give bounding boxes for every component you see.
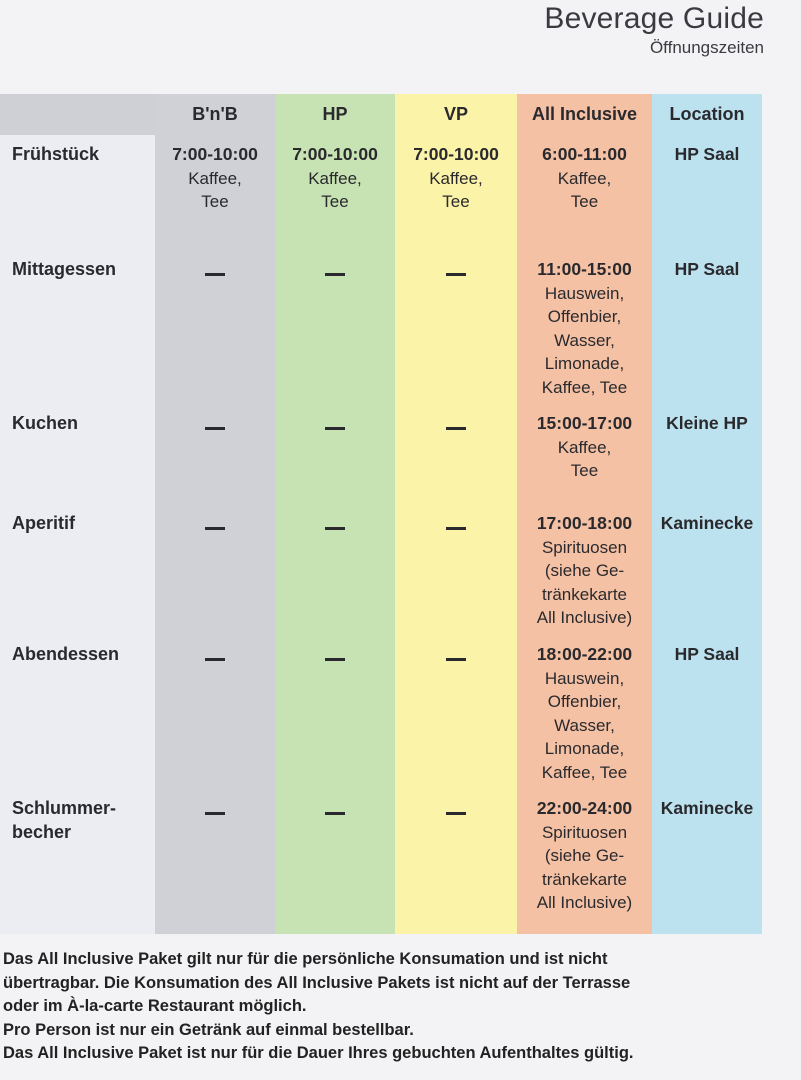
footer-line: Das All Inclusive Paket ist nur für die Dauer Ihres gebuchten Aufenthaltes gültig.: [3, 1044, 634, 1062]
cell-text: Offenbier,: [547, 692, 622, 711]
cell-time: 7:00-10:00: [172, 144, 258, 164]
cell-text: Tee: [570, 192, 599, 211]
vp-column-background: [395, 94, 517, 934]
page-title: Beverage Guide: [544, 2, 764, 35]
cell-bnb: [155, 143, 275, 214]
cell-time: 22:00-24:00: [536, 798, 633, 818]
row-label: [12, 257, 152, 281]
cell-all-inclusive: [517, 258, 652, 399]
cell-text: All Inclusive): [536, 893, 633, 912]
cell-text: Tee: [321, 192, 349, 211]
not-included-dash: [325, 427, 345, 430]
cell-text: Limonade,: [544, 354, 625, 373]
footer-line: oder im À-la-carte Restaurant möglich.: [3, 997, 307, 1015]
cell-text: Spirituosen: [541, 822, 628, 842]
cell-all-inclusive: [517, 143, 652, 214]
not-included-dash: [325, 273, 345, 276]
column-header-all-inclusive: All Inclusive: [531, 104, 638, 124]
row-label-line: becher: [12, 822, 72, 842]
cell-text: Hauswein,: [544, 283, 625, 303]
not-included-dash: [205, 658, 225, 661]
row-label-line: Schlummer-: [12, 798, 117, 818]
row-label: [12, 796, 152, 844]
cell-time: 18:00-22:00: [536, 644, 633, 664]
cell-text: Spirituosen: [541, 537, 628, 557]
not-included-dash: [205, 273, 225, 276]
column-header-vp: VP: [443, 104, 468, 124]
cell-all-inclusive: [517, 512, 652, 630]
cell-time: 7:00-10:00: [413, 144, 499, 164]
not-included-dash: [205, 812, 225, 815]
not-included-dash: [446, 427, 466, 430]
cell-text: Limonade,: [544, 739, 625, 758]
cell-all-inclusive: [517, 797, 652, 915]
footer-line: Pro Person ist nur ein Getränk auf einmal bestellbar.: [3, 1020, 414, 1039]
cell-text: All Inclusive): [536, 608, 633, 627]
not-included-dash: [325, 812, 345, 815]
cell-text: Offenbier,: [547, 307, 622, 326]
cell-text: Wasser,: [554, 715, 615, 735]
row-label-line: Mittagessen: [12, 259, 117, 279]
cell-time: 17:00-18:00: [536, 513, 633, 533]
row-label: [12, 142, 152, 166]
row-label-line: Aperitif: [12, 513, 75, 533]
cell-text: Tee: [442, 192, 470, 211]
not-included-dash: [325, 658, 345, 661]
cell-text: Kaffee,: [188, 168, 242, 188]
footer-notes: [3, 948, 793, 1066]
cell-text: (siehe Ge-: [544, 561, 625, 580]
cell-text: tränkekarte: [541, 869, 628, 889]
column-header-hp: HP: [322, 104, 348, 124]
cell-time: 15:00-17:00: [536, 413, 633, 433]
not-included-dash: [205, 527, 225, 530]
row-label-line: Kuchen: [12, 413, 79, 433]
page-subtitle: Öffnungszeiten: [649, 38, 764, 57]
row-label-line: Frühstück: [12, 144, 100, 164]
column-header-bnb: B'n'B: [192, 104, 238, 124]
cell-location: Kaminecke: [660, 513, 754, 533]
bnb-column-background: [155, 94, 275, 934]
not-included-dash: [446, 658, 466, 661]
cell-text: tränkekarte: [541, 584, 628, 604]
cell-all-inclusive: [517, 412, 652, 483]
cell-text: Kaffee, Tee: [541, 377, 628, 397]
row-label-line: Abendessen: [12, 644, 120, 664]
cell-location: Kaminecke: [660, 798, 754, 818]
row-label: [12, 511, 152, 535]
cell-location: Kleine HP: [666, 413, 748, 433]
cell-text: Kaffee,: [308, 168, 362, 188]
cell-time: 6:00-11:00: [542, 144, 627, 164]
cell-location: HP Saal: [674, 144, 740, 164]
not-included-dash: [446, 527, 466, 530]
label-column-header: [0, 94, 155, 135]
cell-vp: [395, 143, 517, 214]
hp-column-background: [275, 94, 395, 934]
cell-text: Hauswein,: [544, 668, 625, 688]
footer-line: Das All Inclusive Paket gilt nur für die persönliche Konsumation und ist nicht: [3, 950, 608, 968]
cell-text: Kaffee,: [557, 437, 612, 457]
cell-text: Wasser,: [554, 330, 615, 350]
row-label: [12, 411, 152, 435]
column-header-location: Location: [669, 104, 745, 124]
footer-line: übertragbar. Die Konsumation des All Inclusive Pakets ist nicht auf der Terrasse: [3, 973, 631, 992]
cell-text: Tee: [570, 461, 599, 480]
not-included-dash: [446, 812, 466, 815]
cell-time: 7:00-10:00: [292, 144, 378, 164]
cell-text: Kaffee, Tee: [541, 762, 628, 782]
row-label: [12, 642, 152, 666]
cell-text: Kaffee,: [429, 168, 483, 188]
cell-location: HP Saal: [674, 259, 740, 279]
cell-time: 11:00-15:00: [537, 259, 632, 279]
cell-all-inclusive: [517, 643, 652, 784]
not-included-dash: [325, 527, 345, 530]
cell-location: HP Saal: [674, 644, 740, 664]
not-included-dash: [205, 427, 225, 430]
cell-hp: [275, 143, 395, 214]
cell-text: Tee: [201, 192, 229, 211]
cell-text: Kaffee,: [557, 168, 612, 188]
not-included-dash: [446, 273, 466, 276]
cell-text: (siehe Ge-: [544, 846, 625, 865]
